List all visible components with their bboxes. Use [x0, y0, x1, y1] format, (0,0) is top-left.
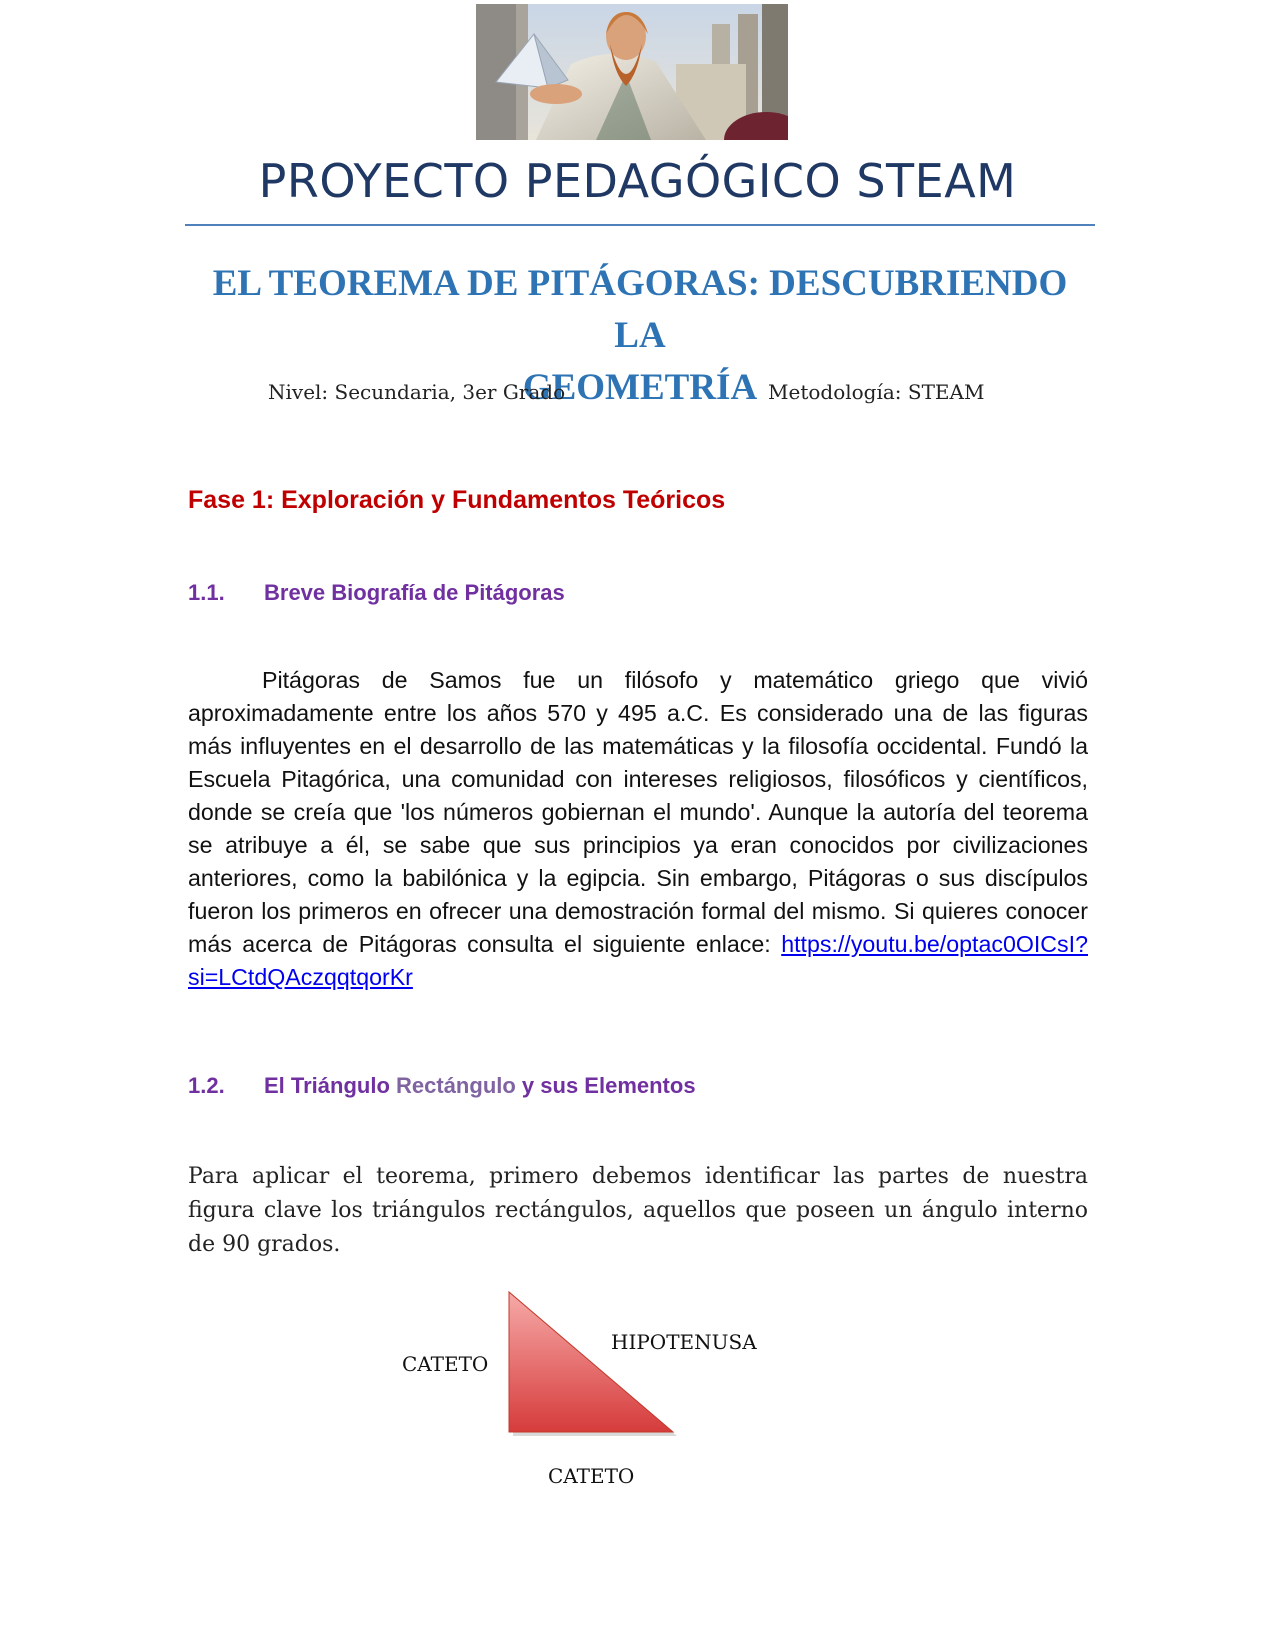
pythagoras-illustration — [476, 4, 788, 140]
triangle-intro-paragraph: Para aplicar el teorema, primero debemos identificar las partes de nuestra figura clave los triángulos rectángulos, aquellos que poseen un ángulo interno de 90 grados. — [188, 1164, 1088, 1257]
section-title: Breve Biografía de Pitágoras — [264, 580, 565, 605]
biography-paragraph — [188, 664, 1088, 994]
section-title-part: y sus Elementos — [515, 1073, 696, 1098]
title-divider — [185, 224, 1095, 226]
biography-video-link[interactable]: https://youtu.be/optac0OICsI?si=LCtdQAczqqtqorKr — [188, 931, 1088, 990]
section-number: 1.1. — [188, 580, 225, 605]
phase-heading: Fase 1: Exploración y Fundamentos Teóricos — [188, 486, 726, 514]
biography-text: Pitágoras de Samos fue un filósofo y matemático griego que vivió aproximadamente entre los años 570 y 495 a.C. Es considerado una de las figuras más influyentes en el desarrollo de las matemáticas y la filosofía occidental. Fundó la Escuela Pitagórica, una comunidad con intereses religiosos, filosóficos y científicos, donde se creía que 'los números gobiernan el mundo'. Aunque la autoría del teorema se atribuye a él, se sabe que sus principios ya eran conocidos por civilizaciones anteriores, como la babilónica y la egipcia. Sin embargo, Pitágoras o sus discípulos fueron los primeros en ofrecer una demostración formal del mismo. Si quieres conocer más acerca de Pitágoras consulta el siguiente enlace: — [188, 667, 1088, 957]
section-title-part: El Triángulo — [264, 1073, 397, 1098]
header-image — [476, 4, 788, 140]
subtitle-line-2: GEOMETRÍA — [522, 367, 758, 408]
hypotenuse-label: HIPOTENUSA — [611, 1330, 757, 1354]
subtitle-line-1: EL TEOREMA DE PITÁGORAS: DESCUBRIENDO LA — [212, 263, 1068, 356]
right-triangle-shape — [509, 1292, 673, 1432]
section-number: 1.2. — [188, 1073, 225, 1098]
section-title — [264, 1073, 696, 1099]
leg-label-horizontal: CATETO — [548, 1464, 635, 1488]
methodology-info: Metodología: STEAM — [768, 380, 985, 404]
section-title-highlight: Rectángulo — [396, 1073, 516, 1098]
leg-label-vertical: CATETO — [402, 1352, 489, 1376]
level-info: Nivel: Secundaria, 3er Grado — [268, 380, 566, 404]
right-triangle-diagram — [505, 1290, 685, 1440]
page-title: PROYECTO PEDAGÓGICO STEAM — [258, 154, 1017, 208]
